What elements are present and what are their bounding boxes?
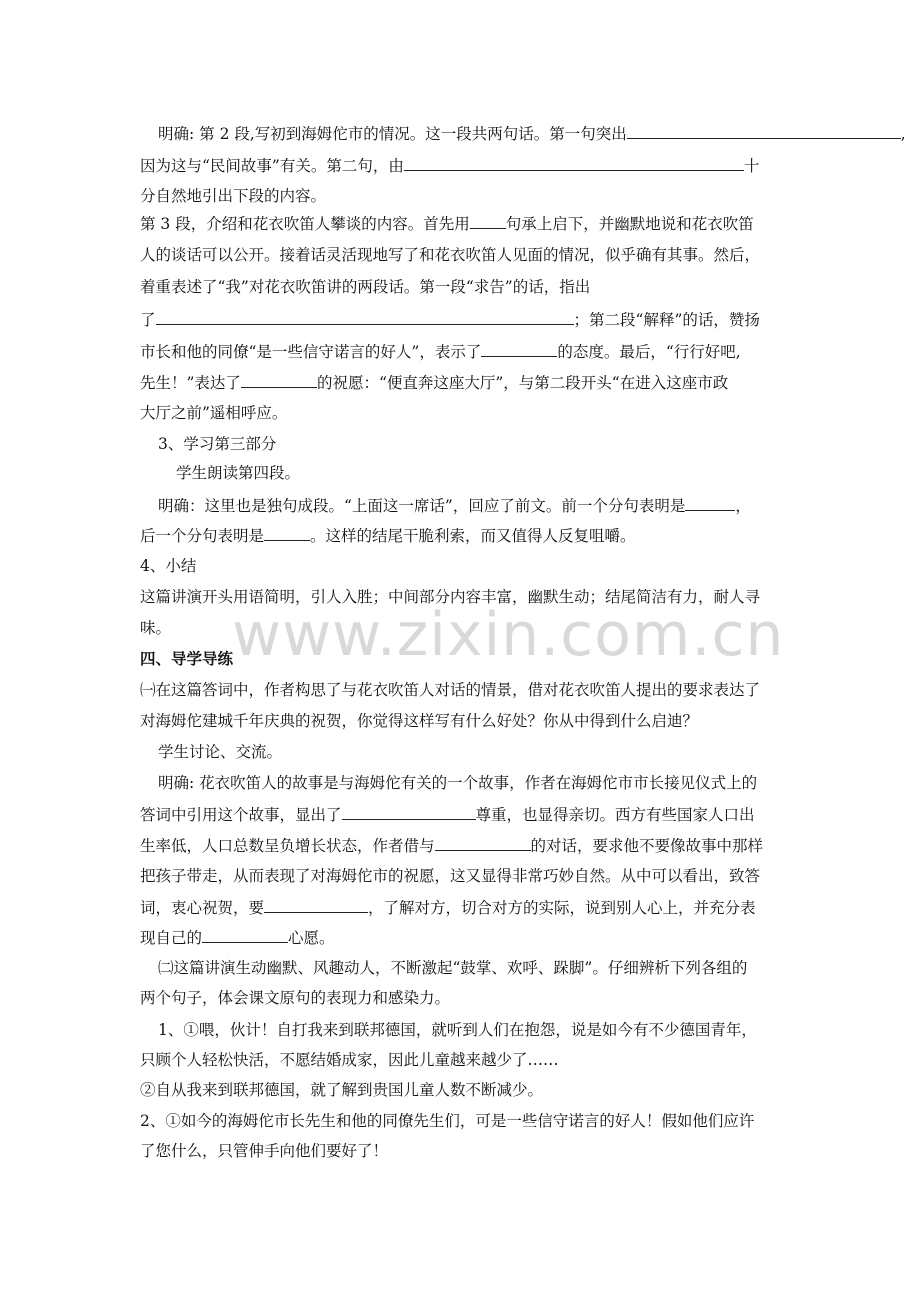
text-line: 后一个分句表明是 。这样的结尾干脆利索，而又值得人反复咀嚼。 [140, 527, 636, 545]
fill-blank [202, 927, 288, 943]
text-line: 第 3 段，介绍和花衣吹笛人攀谈的内容。首先用 句承上启下，并幽默地说和花衣吹笛 [140, 215, 754, 233]
fill-blank [435, 835, 531, 851]
fill-blank [685, 495, 735, 511]
text-line: 两个句子，体会课文原句的表现力和感染力。 [140, 989, 451, 1007]
text-line: 明确: 花衣吹笛人的故事是与海姆佗有关的一个故事，作者在海姆佗市市长接见仪式上的 [158, 774, 758, 792]
fill-blank [264, 897, 368, 913]
text-line: 2、①如今的海姆佗市长先生和他的同僚先生们，可是一些信守诺言的好人！假如他们应许 [140, 1112, 755, 1130]
text-line: 词，衷心祝贺，要 ，了解对方，切合对方的实际，说到别人心上，并充分表 [140, 899, 756, 917]
text-line: 学生讨论、交流。 [158, 743, 283, 761]
text-line: 只顾个人轻松快活，不愿结婚成家，因此儿童越来越少了…… [140, 1051, 559, 1069]
fill-blank [264, 525, 310, 541]
text-line: 1、①喂，伙计！自打我来到联邦德国，就听到人们在抱怨，说是如今有不少德国青年， [158, 1021, 757, 1039]
text-line: 市长和他的同僚“是一些信守诺言的好人”，表示了 的态度。最后，“行行好吧, [140, 343, 741, 361]
text-line: 明确：这里也是独句成段。“上面这一席话”，回应了前文。前一个分句表明是 ， [158, 497, 751, 515]
text-line: 了 ；第二段“解释”的话，赞扬 [140, 311, 760, 329]
text-line: 现自己的 心愿。 [140, 929, 335, 947]
fill-blank [470, 213, 506, 229]
text-line: ②自从我来到联邦德国，就了解到贵国儿童人数不断减少。 [140, 1081, 544, 1099]
text-line: 因为这与“民间故事”有关。第二句，由 十 [140, 157, 760, 175]
text-line: 答词中引用这个故事，显出了 尊重，也显得亲切。西方有些国家人口出 [140, 806, 755, 824]
text-line: 先生！”表达了 的祝愿：“便直奔这座大厅”，与第二段开头“在进入这座市政 [140, 374, 729, 392]
text-line: 着重表述了“我”对花衣吹笛讲的两段话。第一段“求告”的话，指出 [140, 278, 591, 296]
fill-blank [481, 341, 557, 357]
text-line: 分自然地引出下段的内容。 [140, 187, 327, 205]
section-title: 四、导学导练 [140, 649, 234, 668]
watermark: www.zixin.com.cn [232, 600, 785, 670]
fill-blank [156, 309, 574, 325]
text-line: ㈠在这篇答词中，作者构思了与花衣吹笛人对话的情景，借对花衣吹笛人提出的要求表达了 [140, 681, 761, 699]
fill-blank [404, 155, 744, 171]
text-line: 人的谈话可以公开。接着话灵活现地写了和花衣吹笛人见面的情况，似乎确有其事。然后， [140, 246, 761, 264]
text-line: 学生朗读第四段。 [176, 464, 301, 482]
fill-blank [342, 804, 476, 820]
section-heading: 3、学习第三部分 [158, 435, 277, 453]
text-line: 这篇讲演开头用语简明，引人入胜；中间部分内容丰富，幽默生动；结尾简洁有力，耐人寻 [140, 588, 761, 606]
text-line: 味。 [140, 619, 172, 637]
text-line: 把孩子带走，从而表现了对海姆佗市的祝愿，这又显得非常巧妙自然。从中可以看出，致答 [140, 867, 761, 885]
text-line: 明确: 第 2 段,写初到海姆佗市的情况。这一段共两句话。第一句突出 , [158, 125, 906, 143]
text-line: ㈡这篇讲演生动幽默、风趣动人，不断激起“鼓掌、欢呼、跺脚”。仔细辨析下列各组的 [158, 959, 748, 977]
text-line: 大厅之前”遥相呼应。 [140, 404, 288, 422]
section-heading: 4、小结 [140, 557, 197, 575]
text-line: 对海姆佗建城千年庆典的祝贺，你觉得这样写有什么好处？你从中得到什么启迪？ [140, 712, 699, 730]
fill-blank [627, 123, 901, 139]
fill-blank [241, 372, 317, 388]
text-line: 生率低，人口总数呈负增长状态，作者借与 的对话，要求他不要像故事中那样 [140, 837, 764, 855]
text-line: 了您什么，只管伸手向他们要好了！ [140, 1142, 389, 1160]
